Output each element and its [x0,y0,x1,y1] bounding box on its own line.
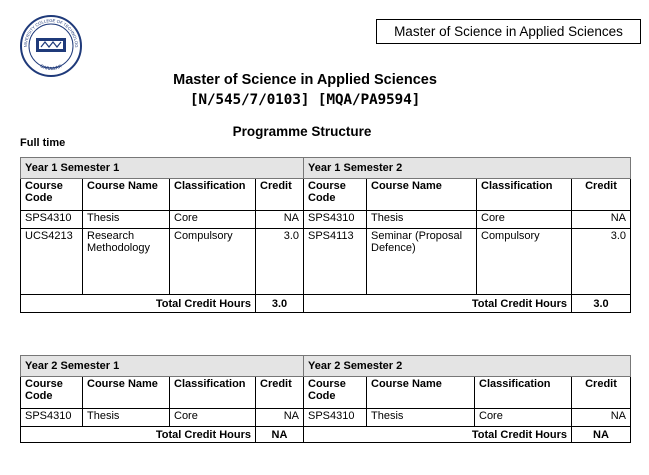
logo-text-bottom: SARAWAK [39,63,63,72]
college-logo [19,14,83,78]
column-header: Course Code [304,179,367,211]
course-credit: 3.0 [572,229,631,295]
course-name: Thesis [83,211,170,229]
course-code: SPS4310 [304,211,367,229]
course-credit: NA [572,211,631,229]
column-header: Classification [477,179,572,211]
course-code: SPS4310 [21,211,83,229]
course-name: Thesis [83,409,170,427]
course-classification: Compulsory [477,229,572,295]
column-header: Course Code [21,179,83,211]
study-mode-label: Full time [20,137,66,149]
column-header: Course Code [304,377,367,409]
course-credit: NA [256,409,304,427]
total-credit: 3.0 [256,295,304,313]
course-credit: NA [572,409,631,427]
semester-header: Year 2 Semester 2 [304,356,631,377]
total-label: Total Credit Hours [304,295,572,313]
section-title: Programme Structure [232,124,372,139]
course-classification: Core [475,409,572,427]
semester-header: Year 1 Semester 1 [21,158,304,179]
programme-badge: Master of Science in Applied Sciences [376,19,641,44]
column-header: Credit [256,179,304,211]
column-header: Classification [170,179,256,211]
semester-header: Year 1 Semester 2 [304,158,631,179]
course-code: SPS4113 [304,229,367,295]
course-code: UCS4213 [21,229,83,295]
column-header: Credit [572,377,631,409]
logo-text-top: NIVERSITY COLLEGE OF TECHNOLOG [22,17,80,48]
column-header: Course Name [83,179,170,211]
total-credit: 3.0 [572,295,631,313]
total-credit: NA [256,427,304,443]
programme-code: [N/545/7/0103] [MQA/PA9594] [189,92,421,108]
semester-header: Year 2 Semester 1 [21,356,304,377]
column-header: Credit [256,377,304,409]
table-row [21,229,631,295]
total-credit: NA [572,427,631,443]
total-label: Total Credit Hours [21,295,256,313]
table-row [21,409,631,427]
year1-table [20,157,631,313]
year2-table [20,355,631,443]
course-code: SPS4310 [21,409,83,427]
course-credit: NA [256,211,304,229]
course-classification: Core [170,211,256,229]
total-row [21,427,631,443]
course-name: Thesis [367,211,477,229]
course-name: Thesis [367,409,475,427]
course-classification: Core [477,211,572,229]
table-row [21,211,631,229]
column-header: Course Name [367,377,475,409]
column-header: Classification [475,377,572,409]
course-credit: 3.0 [256,229,304,295]
course-name: Research Methodology [83,229,170,295]
course-code: SPS4310 [304,409,367,427]
page-title: Master of Science in Applied Sciences [173,72,437,88]
column-header: Course Code [21,377,83,409]
column-header: Classification [170,377,256,409]
course-classification: Core [170,409,256,427]
column-header: Credit [572,179,631,211]
total-label: Total Credit Hours [304,427,572,443]
course-classification: Compulsory [170,229,256,295]
column-header: Course Name [367,179,477,211]
course-name: Seminar (Proposal Defence) [367,229,477,295]
column-header: Course Name [83,377,170,409]
total-row [21,295,631,313]
total-label: Total Credit Hours [21,427,256,443]
